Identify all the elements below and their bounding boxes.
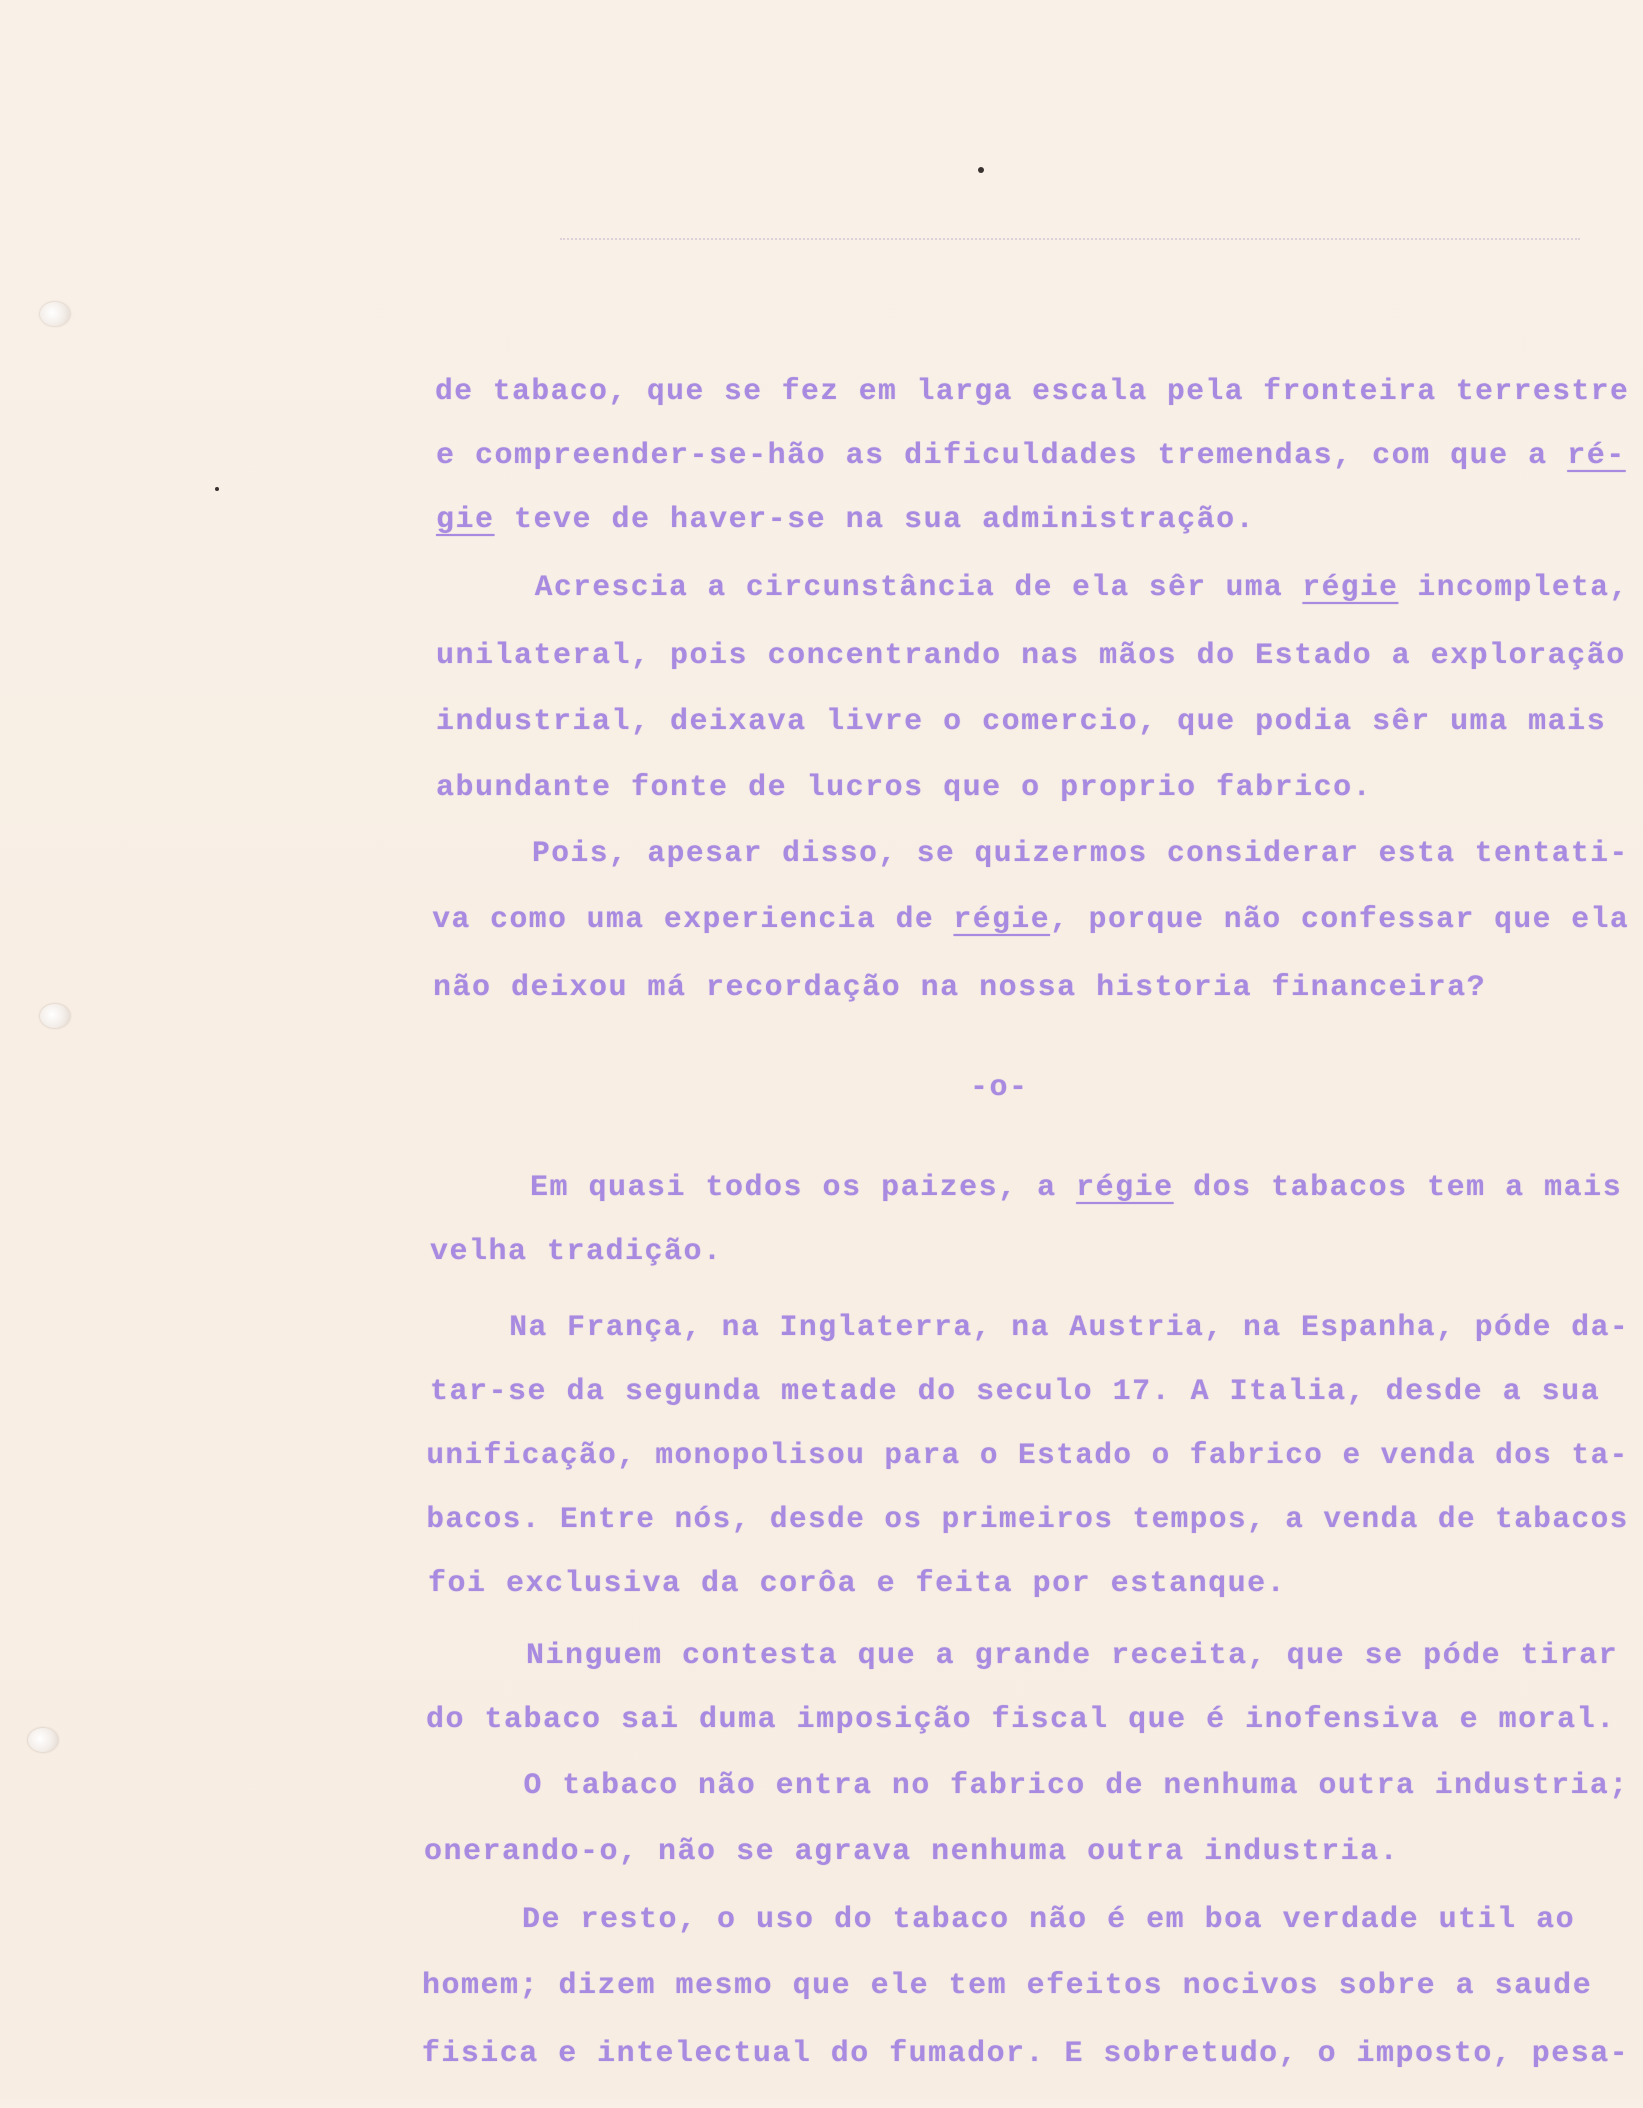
text-run: e compreender-se-hão as dificuldades tremendas, com que a [436, 439, 1568, 473]
text-line [355, 934, 1486, 1042]
text-run: homem; dizem mesmo que ele tem efeitos nocivos sobre a saude [422, 1969, 1593, 2003]
text-run: velha tradição. [430, 1235, 723, 1269]
text-run: va como uma experiencia de [432, 903, 954, 937]
text-run: -o- [970, 1071, 1029, 1105]
text-run: não deixou má recordação na nossa historia financeira? [433, 971, 1487, 1005]
section-separator [892, 1034, 1029, 1142]
text-run: unilateral, pois concentrando nas mãos do Estado a exploração [436, 639, 1626, 673]
ink-speck [978, 167, 984, 173]
underlined-term: gie [436, 503, 495, 537]
text-run: do tabaco sai duma imposição fiscal que é inofensiva e moral. [426, 1703, 1616, 1737]
text-run: unificação, monopolisou para o Estado o fabrico e venda dos ta- [426, 1439, 1629, 1473]
text-run: Em quasi todos os paizes, a [530, 1171, 1077, 1205]
text-run: onerando-o, não se agrava nenhuma outra industria. [424, 1835, 1400, 1869]
text-run: bacos. Entre nós, desde os primeiros tempos, a venda de tabacos [426, 1503, 1629, 1537]
ink-speck [215, 487, 219, 491]
text-run: abundante fonte de lucros que o proprio fabrico. [436, 771, 1373, 805]
text-run: Ninguem contesta que a grande receita, que se póde tirar [526, 1639, 1619, 1673]
underlined-term: ré- [1567, 439, 1626, 473]
text-run: industrial, deixava livre o comercio, que podia sêr uma mais [436, 705, 1607, 739]
text-run: teve de haver-se na sua administração. [494, 503, 1256, 537]
text-run: fisica e intelectual do fumador. E sobretudo, o imposto, pesa- [421, 2037, 1630, 2071]
text-run: Acrescia a circunstância de ela sêr uma [534, 571, 1303, 605]
text-run: Pois, apesar disso, se quizermos considerar esta tentati- [531, 837, 1629, 871]
text-run: O tabaco não entra no fabrico de nenhuma outra industria; [523, 1769, 1629, 1803]
show-through-mark [560, 238, 1580, 240]
text-run: foi exclusiva da corôa e feita por estanque. [428, 1567, 1287, 1601]
text-run: dos tabacos tem a mais [1173, 1171, 1623, 1205]
text-line [344, 2000, 1629, 2108]
punch-hole-bottom [28, 1728, 58, 1752]
underlined-term: régie [1076, 1171, 1174, 1205]
punch-hole-middle [40, 1004, 70, 1028]
text-run: De resto, o uso do tabaco não é em boa verdade util ao [522, 1903, 1576, 1937]
text-run: Na França, na Inglaterra, na Austria, na Espanha, póde da- [509, 1311, 1630, 1345]
text-run: incompleta, [1398, 571, 1629, 605]
punch-hole-top [40, 302, 70, 326]
text-run: tar-se da segunda metade do seculo 17. A Italia, desde a sua [430, 1375, 1601, 1409]
underlined-term: régie [1302, 571, 1399, 605]
text-run: de tabaco, que se fez em larga escala pela fronteira terrestre [435, 375, 1630, 409]
underlined-term: régie [953, 903, 1051, 937]
text-run: , porque não confessar que ela [1050, 903, 1630, 937]
